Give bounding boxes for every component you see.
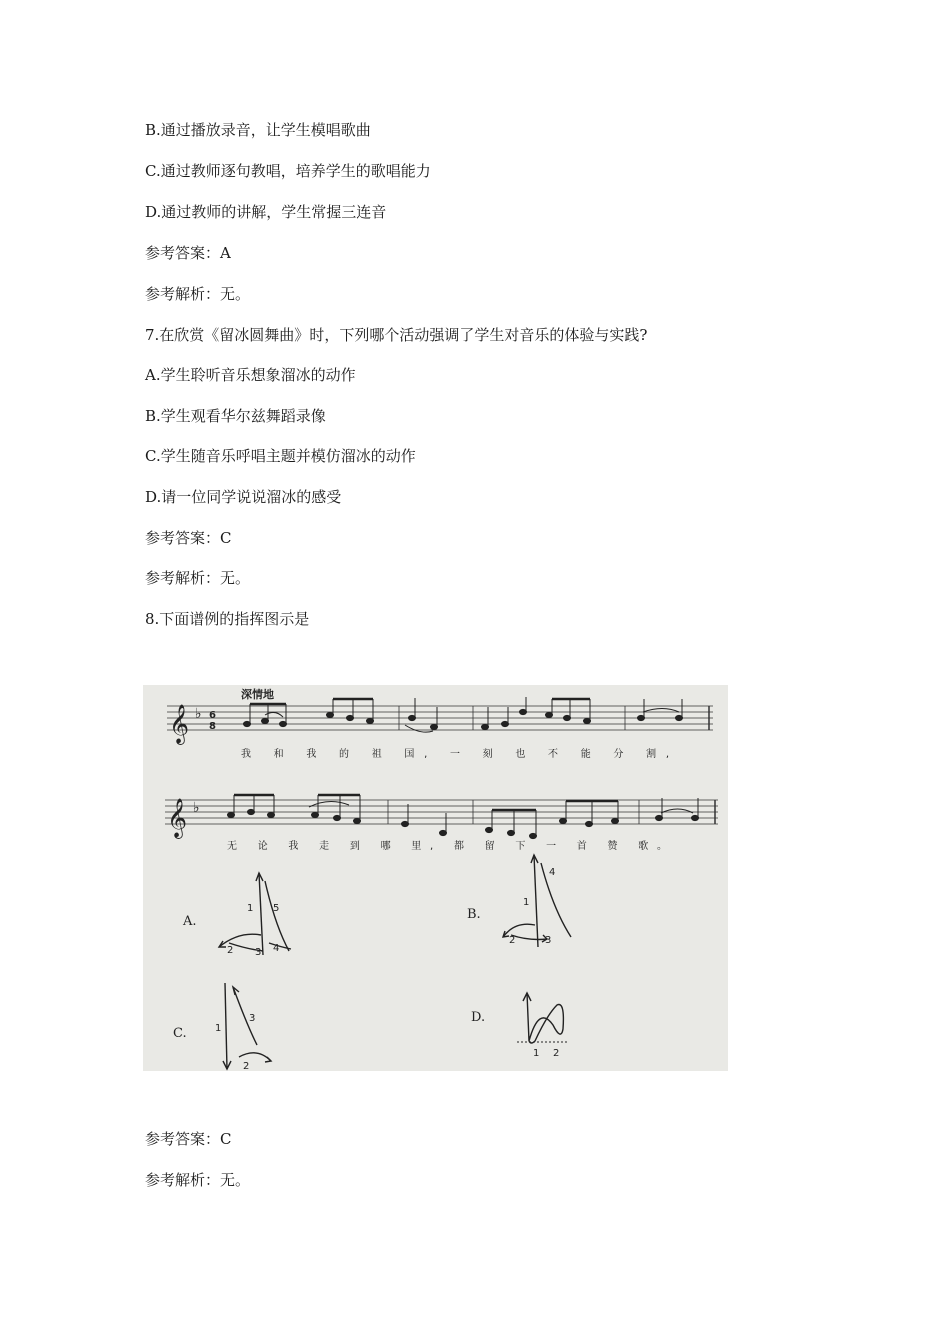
option-d-diagram: [517, 993, 569, 1043]
beat-number: 1: [215, 1023, 222, 1034]
beat-number: 4: [273, 943, 280, 954]
flat-sign: ♭: [193, 800, 200, 816]
option-b-label: B.: [467, 907, 481, 922]
notes-staff-2: [228, 795, 699, 839]
answer-line: 参考答案：C: [145, 1130, 232, 1148]
beat-number: 3: [249, 1013, 256, 1024]
beat-number: 1: [533, 1048, 540, 1059]
tempo-mark: 深情地: [241, 688, 274, 701]
beat-number: 5: [273, 903, 280, 914]
text-line: A.学生聆听音乐想象溜冰的动作: [145, 366, 356, 384]
text-line: D.通过教师的讲解，学生常握三连音: [145, 203, 387, 221]
option-c-diagram: [223, 983, 271, 1069]
notes-staff-1: [244, 697, 683, 732]
lyrics-line-2: 无 论 我 走 到 哪 里, 都 留 下 一 首 赞 歌。: [227, 841, 667, 852]
question-7: 7.在欣赏《留冰圆舞曲》时，下列哪个活动强调了学生对音乐的体验与实践?: [145, 326, 648, 344]
beat-number: 2: [553, 1048, 560, 1059]
option-b-diagram: [503, 855, 571, 947]
explanation-line: 参考解析：无。: [145, 1171, 251, 1189]
option-d-label: D.: [471, 1010, 486, 1025]
question-8: 8.下面谱例的指挥图示是: [145, 610, 310, 628]
option-a-label: A.: [183, 914, 197, 929]
option-c-label: C.: [173, 1026, 187, 1041]
answer-line: 参考答案：A: [145, 244, 231, 262]
option-a-diagram: [219, 873, 291, 955]
beat-number: 2: [243, 1061, 250, 1071]
explanation-line: 参考解析：无。: [145, 285, 251, 303]
score-figure: [143, 685, 728, 1071]
beat-number: 4: [549, 867, 556, 878]
text-line: B.通过播放录音，让学生模唱歌曲: [145, 121, 371, 139]
treble-clef: 𝄞: [169, 704, 190, 744]
beat-number: 1: [247, 903, 254, 914]
text-line: C.通过教师逐句教唱，培养学生的歌唱能力: [145, 162, 431, 180]
time-signature: 8: [209, 721, 216, 732]
lyrics-line-1: 我 和 我 的 祖 国, 一 刻 也 不 能 分 割,: [241, 749, 669, 760]
time-signature: 6: [209, 710, 216, 721]
beat-number: 1: [523, 897, 530, 908]
beat-number: 2: [227, 945, 234, 956]
beat-number: 3: [545, 935, 552, 946]
text-line: B.学生观看华尔兹舞蹈录像: [145, 407, 326, 425]
beat-number: 2: [509, 935, 516, 946]
treble-clef: 𝄞: [167, 798, 188, 838]
text-line: C.学生随音乐呼唱主题并模仿溜冰的动作: [145, 447, 416, 465]
text-line: D.请一位同学说说溜冰的感受: [145, 488, 342, 506]
flat-sign: ♭: [195, 706, 202, 722]
explanation-line: 参考解析：无。: [145, 569, 251, 587]
beat-number: 3: [255, 947, 262, 958]
answer-line: 参考答案：C: [145, 529, 232, 547]
